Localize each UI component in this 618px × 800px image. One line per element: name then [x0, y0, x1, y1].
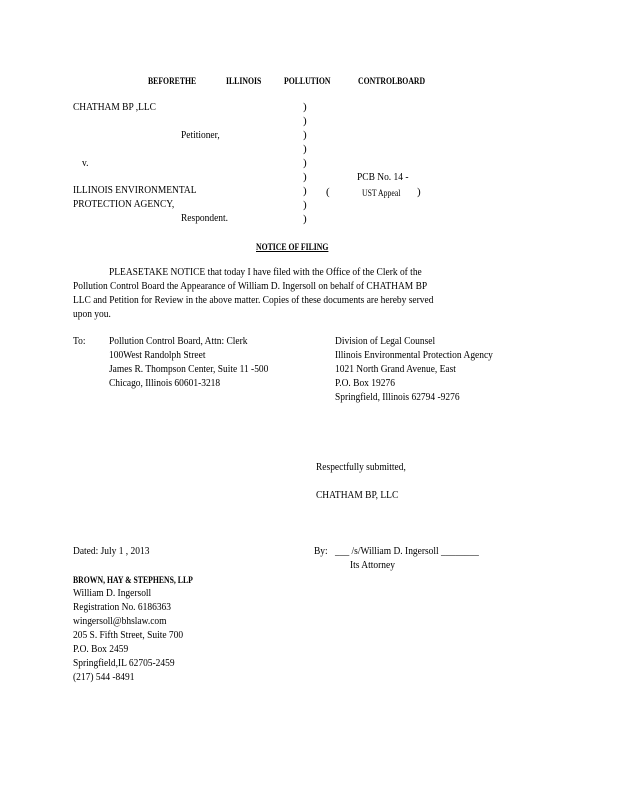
caption-paren: ) — [303, 157, 307, 169]
case-type-close: ) — [417, 186, 421, 198]
firm-line: 205 S. Fifth Street, Suite 700 — [73, 629, 184, 641]
heading-word: ILLINOIS — [226, 76, 262, 86]
notice-line: Pollution Control Board the Appearance of William D. Ingersoll on behalf of CHATHAM BP — [73, 280, 428, 292]
closing-text: Respectfully submitted, — [316, 461, 406, 473]
service-address-line: P.O. Box 19276 — [335, 377, 395, 389]
case-type: UST Appeal — [362, 188, 401, 198]
heading-word: BEFORETHE — [148, 76, 197, 86]
service-address-line: James R. Thompson Center, Suite 11 -500 — [109, 363, 269, 375]
to-label: To: — [73, 335, 86, 347]
company-name: CHATHAM BP, LLC — [316, 489, 399, 501]
service-address-line: Division of Legal Counsel — [335, 335, 436, 347]
signature-line: ___ /s/William D. Ingersoll ________ — [335, 545, 479, 557]
firm-line: Registration No. 6186363 — [73, 601, 172, 613]
versus-label: v. — [82, 157, 89, 169]
heading-word: CONTROLBOARD — [358, 76, 426, 86]
firm-phone: (217) 544 -8491 — [73, 671, 135, 683]
caption-paren: ) — [303, 185, 307, 197]
service-address-line: 1021 North Grand Avenue, East — [335, 363, 456, 375]
caption-paren: ) — [303, 171, 307, 183]
caption-paren: ) — [303, 129, 307, 141]
case-number: PCB No. 14 - — [357, 171, 409, 183]
by-label: By: — [314, 545, 328, 557]
caption-paren: ) — [303, 143, 307, 155]
caption-paren: ) — [303, 101, 307, 113]
firm-email: wingersoll@bhslaw.com — [73, 615, 167, 627]
case-type-open: ( — [326, 186, 330, 198]
firm-line: P.O. Box 2459 — [73, 643, 129, 655]
notice-line: PLEASETAKE NOTICE that today I have filed with the Office of the Clerk of the — [109, 266, 422, 278]
respondent-label: Respondent. — [181, 212, 229, 224]
service-address-line: Chicago, Illinois 60601-3218 — [109, 377, 221, 389]
service-address-line: 100West Randolph Street — [109, 349, 206, 361]
notice-line: upon you. — [73, 308, 111, 320]
firm-name: BROWN, HAY & STEPHENS, LLP — [73, 575, 193, 585]
heading-word: POLLUTION — [284, 76, 331, 86]
firm-line: William D. Ingersoll — [73, 587, 152, 599]
respondent-line: ILLINOIS ENVIRONMENTAL — [73, 184, 197, 196]
firm-line: Springfield,IL 62705-2459 — [73, 657, 175, 669]
caption-paren: ) — [303, 213, 307, 225]
petitioner-name: CHATHAM BP ,LLC — [73, 101, 156, 113]
service-address-line: Springfield, Illinois 62794 -9276 — [335, 391, 460, 403]
attorney-title: Its Attorney — [350, 559, 395, 571]
dated-line: Dated: July 1 , 2013 — [73, 545, 150, 557]
caption-paren: ) — [303, 199, 307, 211]
caption-paren: ) — [303, 115, 307, 127]
respondent-line: PROTECTION AGENCY, — [73, 198, 175, 210]
service-address-line: Illinois Environmental Protection Agency — [335, 349, 493, 361]
notice-line: LLC and Petition for Review in the above matter. Copies of these documents are hereby served — [73, 294, 434, 306]
petitioner-label: Petitioner, — [181, 129, 220, 141]
service-address-line: Pollution Control Board, Attn: Clerk — [109, 335, 248, 347]
notice-title: NOTICE OF FILING — [256, 242, 329, 252]
